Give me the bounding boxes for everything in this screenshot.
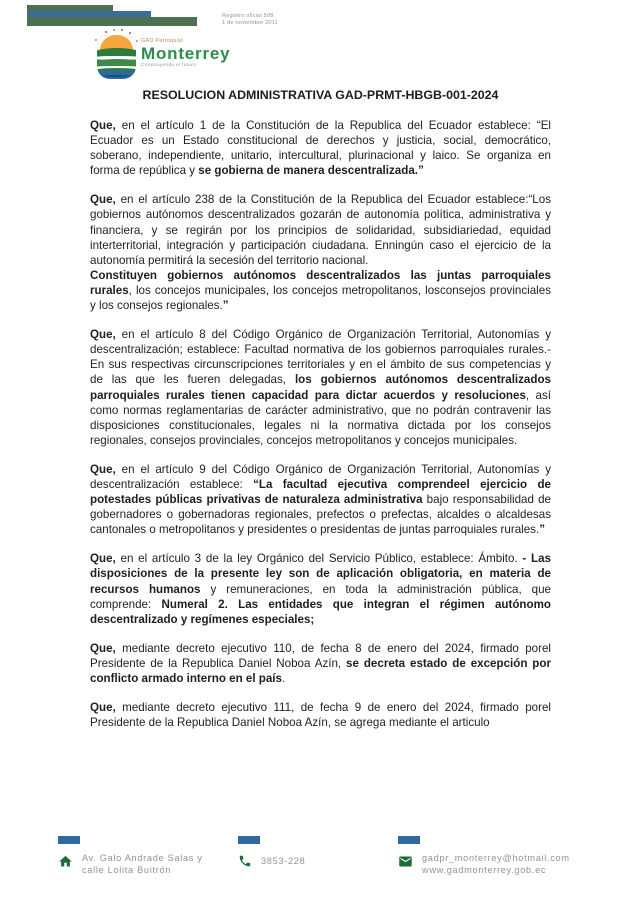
text-run: se gobierna de manera descentralizada.” <box>198 164 424 178</box>
logo-org-label: GAD Parroquial <box>141 38 183 44</box>
text-run: Que, <box>90 328 116 342</box>
water-wave <box>101 75 131 77</box>
document-body <box>90 88 551 744</box>
footer-email: gadpr_monterrey@hotmail.com <box>422 853 570 863</box>
text-run: ” <box>222 299 229 313</box>
sun-ray-dot <box>113 29 115 31</box>
paragraph <box>90 641 551 686</box>
text-run: Que, <box>90 119 116 132</box>
home-icon <box>58 854 73 869</box>
paragraph <box>90 551 551 626</box>
text-run: en el artículo 8 del Código Orgánico de Organización Territorial, Autonomías y descentralización; establece: Facultad normativa de los gobiernos parroquiales rurales.- En sus respectivas circunscripciones territoriales y en el ámbito de sus competencias y de las que les fueren delegadas, <box>90 328 551 387</box>
footer-address-block <box>58 836 203 876</box>
sun-ray-dot <box>105 31 107 33</box>
footer-dash <box>398 836 420 844</box>
logo <box>141 38 261 68</box>
text-run: mediante decreto ejecutivo 110, de fecha 8 de enero del 2024, firmado porel Presidente de la Republica Daniel Noboa Azín, <box>90 641 551 670</box>
footer-dash <box>58 836 80 844</box>
text-run: Que, <box>90 193 116 207</box>
text-run: Constituyen gobiernos autónomos descentralizados las juntas parroquiales rurales <box>90 268 551 297</box>
text-run: en el artículo 238 de la Constitución de la Republica del Ecuador establece:“Los gobiernos autónomos descentralizados gozarán de autonomía política, administrativa y financiera, y se regirán por los principios de solidaridad, subsidiariedad, equidad interterritorial, integración y participación ciudadana. Enningún caso el ejercicio de la autonomía permitirá la secesión del territorio nacional. <box>90 193 551 267</box>
sun-ray-dot <box>121 29 123 31</box>
text-run: bajo responsabilidad de gobernadores o gobernadoras regionales, prefectos o prefectas, alcaldes o alcaldesas cantonales o metropolitanos y presidentes o presidentas de juntas parroquiales rurales. <box>90 493 551 537</box>
mail-icon <box>398 854 413 869</box>
emblem-body <box>97 35 136 79</box>
registro-line1: Registro oficial 508 <box>222 13 274 19</box>
text-run: y remuneraciones, en toda la administración pública, que comprende: <box>90 582 551 611</box>
paragraph <box>90 192 551 313</box>
text-run: , los concejos municipales, los concejos metropolitanos, losconsejos provinciales y los consejos regionales. <box>90 283 551 313</box>
text-run: ” <box>539 523 545 537</box>
paragraph <box>90 462 551 537</box>
text-run: - Las disposiciones de la presente ley son de aplicación obligatoria, en materia de recursos humanos <box>90 552 552 596</box>
footer-contact-block <box>398 836 570 876</box>
phone-number: 3853-228 <box>261 856 306 866</box>
sun-ray-dot <box>136 40 138 42</box>
registro-line2: 1 de noviembre 2011 <box>222 20 278 26</box>
paragraph <box>90 327 551 448</box>
sun-ray-dot <box>129 32 131 34</box>
text-run: Que, <box>90 462 116 476</box>
logo-tagline: Construyendo el futuro <box>141 63 197 68</box>
text-run: . <box>281 672 286 685</box>
text-run: Numeral 2. Las entidades que integran el régimen autónomo descentralizado y regímenes especiales; <box>90 597 551 626</box>
logo-emblem <box>97 33 136 79</box>
address-line2: calle Lolita Buitrón <box>82 864 172 875</box>
text-run: Que, <box>90 701 116 715</box>
text-run: en el artículo 3 de la ley Orgánico del Servicio Público, establece: Ámbito. <box>115 552 523 566</box>
text-run: en el artículo 1 de la Constitución de la Republica del Ecuador establece: “El Ecuador es un Estado constitucional de derechos y justicia, social, democrático, soberano, independiente, unitario, intercultural, plurinacional y laico. Se organiza en forma de república y <box>90 119 551 178</box>
text-run: , así como normas reglamentarias de carácter administrativo, que no podrán contravenir las disposiciones constitucionales, legales ni la normativa dictada por los consejos regionales, consejos provinciales, concejos metropolitanos y concejos municipales. <box>90 388 551 447</box>
phone-icon <box>238 854 252 868</box>
text-run: en el artículo 9 del Código Orgánico de Organización Territorial, Autonomías y descentralización establece: <box>90 462 551 491</box>
text-run: Que, <box>90 552 116 566</box>
logo-name: Monterrey <box>141 44 231 63</box>
header-bar-green-bottom <box>27 17 197 26</box>
text-run: los gobiernos autónomos descentralizados parroquiales rurales tienen capacidad para dictar acuerdos y resoluciones <box>90 373 551 402</box>
text-run: mediante decreto ejecutivo 111, de fecha 9 de enero del 2024, firmado porel Presidente de la Republica Daniel Noboa Azín, se agrega mediante el articulo <box>90 701 551 730</box>
text-run: Que, <box>90 641 116 655</box>
paragraph <box>90 118 551 178</box>
registro-oficial-note <box>222 13 278 27</box>
text-run: “La facultad ejecutiva comprendeel ejercicio de potestades públicas privativas de naturaleza administrativa <box>90 477 551 507</box>
footer-phone-block <box>238 836 305 868</box>
paragraph <box>90 700 551 730</box>
page-title: RESOLUCION ADMINISTRATIVA GAD-PRMT-HBGB-001-2024 <box>142 88 499 102</box>
text-run: se decreta estado de excepción por conflicto armado interno en el país <box>90 656 551 685</box>
footer-website: www.gadmonterrey.gob.ec <box>422 864 547 875</box>
footer <box>0 836 640 896</box>
address-line1: Av. Galo Andrade Salas y <box>82 853 203 863</box>
footer-dash <box>238 836 260 844</box>
